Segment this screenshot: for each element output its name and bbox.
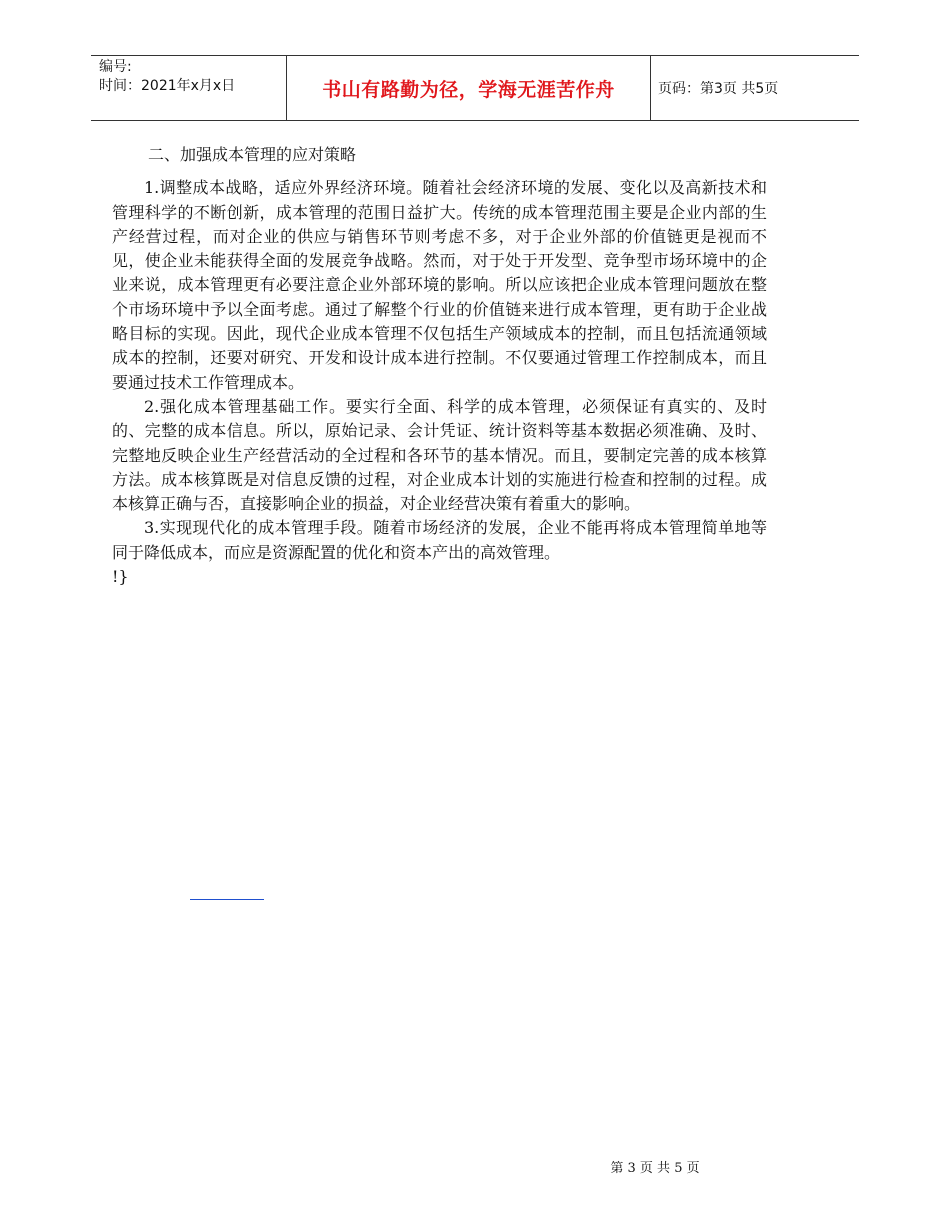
number-label: 编号: [99, 59, 132, 75]
header-meta [99, 58, 289, 96]
page-footer: 第 3 页 共 5 页 [610, 1161, 700, 1176]
document-body [112, 143, 767, 589]
trailing-text: !} [112, 567, 129, 587]
header-divider [650, 56, 651, 120]
document-header [91, 55, 859, 121]
header-motto: 书山有路勤为径，学海无涯苦作舟 [322, 78, 615, 101]
hyperlink-underline[interactable] [190, 899, 264, 900]
section-title: 二、加强成本管理的应对策略 [148, 145, 357, 164]
paragraph-3: 3.实现现代化的成本管理手段。随着市场经济的发展，企业不能再将成本管理简单地等同于降低成本，而应是资源配置的优化和资本产出的高效管理。 [112, 518, 767, 562]
header-page-number: 页码：第3页 共5页 [658, 81, 779, 97]
time-label: 时间：2021年x月x日 [99, 78, 236, 94]
paragraph-2: 2.强化成本管理基础工作。要实行全面、科学的成本管理，必须保证有真实的、及时的、完整的成本信息。所以，原始记录、会计凭证、统计资料等基本数据必须准确、及时、完整地反映企业生产经营活动的全过程和各环节的基本情况。而且，要制定完善的成本核算方法。成本核算既是对信息反馈的过程，对企业成本计划的实施进行检查和控制的过程。成本核算正确与否，直接影响企业的损益，对企业经营决策有着重大的影响。 [112, 396, 767, 514]
paragraph-1: 1.调整成本战略，适应外界经济环境。随着社会经济环境的发展、变化以及高新技术和管理科学的不断创新，成本管理的范围日益扩大。传统的成本管理范围主要是企业内部的生产经营过程，而对企业的供应与销售环节则考虑不多，对于企业外部的价值链更是视而不见，使企业未能获得全面的发展竞争战略。然而，对于处于开发型、竞争型市场环境中的企业来说，成本管理更有必要注意企业外部环境的影响。所以应该把企业成本管理问题放在整个市场环境中予以全面考虑。通过了解整个行业的价值链来进行成本管理，更有助于企业战略目标的实现。因此，现代企业成本管理不仅包括生产领域成本的控制，而且包括流通领域成本的控制，还要对研究、开发和设计成本进行控制。不仅要通过管理工作控制成本，而且要通过技术工作管理成本。 [112, 178, 767, 392]
